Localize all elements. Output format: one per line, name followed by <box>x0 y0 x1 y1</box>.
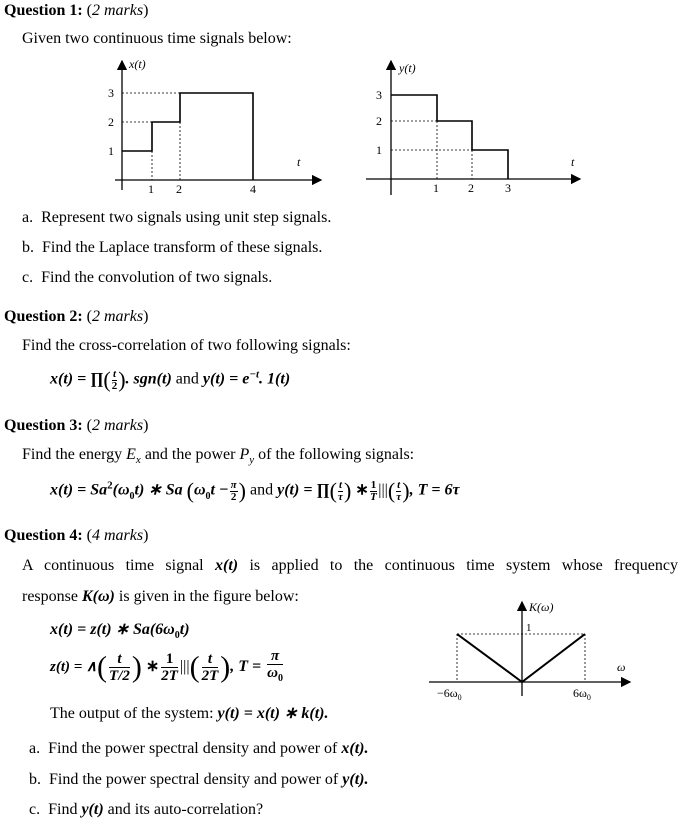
y-fig-step-curve <box>391 95 508 179</box>
q4-item-a: a. Find the power spectral density and power of x(t). <box>29 740 369 757</box>
y-fig-title: y(t) <box>399 61 416 75</box>
x-fig-xtick-4: 4 <box>250 182 256 196</box>
x-fig-t-label: t <box>297 155 301 169</box>
figure-x-signal <box>85 55 335 200</box>
k-fig-w-label: ω <box>617 660 626 674</box>
q2-marks: 2 marks <box>92 308 144 325</box>
figure-y-signal <box>362 55 592 200</box>
q3-prompt: Find the energy $E_x$ and the power $P_y$ of the following signals: <box>22 446 415 467</box>
q3-label: Question 3: <box>4 417 83 434</box>
q3-heading: Question 3: (2 marks) <box>4 417 149 434</box>
x-fig-ytick-1: 1 <box>108 144 114 158</box>
x-fig-title: x(t) <box>129 57 146 71</box>
q3-equation: $x(t) = Sa^2(\omega_0t)$ ∗ Sa ($\omega_0t$ − $\frac{\pi}{2}$ ) and y(t) = ∏( $\frac{t}{\tau}$ ) ∗ $\frac{1}{T}$ |||( $\frac{t}{\tau}$ ), T = 6τ <box>50 478 460 503</box>
k-fig-peak-label: 1 <box>526 622 532 634</box>
q2-prompt: Find the cross-correlation of two following signals: <box>22 337 351 354</box>
q4-equation-z: z(t) = ∧( $\frac{t}{T/2}$ ) ∗ $\frac{1}{2T}$ |||( $\frac{t}{2T}$ ), T = $\frac{\pi}{\omega_0}$ <box>50 648 283 684</box>
x-fig-step-curve <box>122 93 253 180</box>
q4-item-b: b. Find the power spectral density and power of y(t). <box>29 771 369 788</box>
y-fig-xtick-3: 3 <box>505 181 511 195</box>
y-fig-xtick-2: 2 <box>468 181 474 195</box>
q2-heading: Question 2: (2 marks) <box>4 308 149 325</box>
q4-item-c: c. Find y(t) and its auto-correlation? <box>29 801 264 818</box>
q4-heading: Question 4: (4 marks) <box>4 527 149 544</box>
q1-label: Question 1: <box>4 2 83 19</box>
x-fig-ytick-2: 2 <box>108 115 114 129</box>
figure-k-frequency-response <box>425 596 675 706</box>
y-fig-ytick-3: 3 <box>376 88 382 102</box>
q1-item-a: a. Represent two signals using unit step signals. <box>22 209 332 226</box>
q2-label: Question 2: <box>4 308 83 325</box>
q1-marks: 2 marks <box>92 2 144 19</box>
q4-marks: 4 marks <box>92 527 144 544</box>
x-fig-xtick-1: 1 <box>148 182 154 196</box>
k-fig-left-tick: $-6\omega_0$ <box>437 686 462 702</box>
q4-output-line: The output of the system: y(t) = x(t) ∗ k(t). <box>50 705 329 722</box>
q1-item-b: b. Find the Laplace transform of these signals. <box>22 239 323 256</box>
k-fig-right-tick: $6\omega_0$ <box>573 686 591 702</box>
q1-item-c: c. Find the convolution of two signals. <box>22 269 273 286</box>
q4-prompt-line2: response K(ω) is given in the figure below: <box>22 588 299 605</box>
x-fig-xtick-2: 2 <box>176 182 182 196</box>
y-fig-ytick-1: 1 <box>376 143 382 157</box>
q4-prompt-line1: A continuous time signal x(t) is applied to the continuous time system whose frequency <box>22 557 679 574</box>
q1-prompt: Given two continuous time signals below: <box>22 30 292 47</box>
q4-label: Question 4: <box>4 527 83 544</box>
y-fig-ytick-2: 2 <box>376 114 382 128</box>
y-fig-xtick-1: 1 <box>433 181 439 195</box>
k-fig-title: K(ω) <box>529 600 554 614</box>
q1-heading: Question 1: (2 marks) <box>4 2 149 19</box>
q3-marks: 2 marks <box>92 417 144 434</box>
k-fig-v-curve <box>457 634 585 682</box>
q4-equation-x: x(t) = z(t) ∗ $Sa(6\omega_0t)$ <box>50 621 190 642</box>
x-fig-ytick-3: 3 <box>108 86 114 100</box>
y-fig-t-label: t <box>571 155 575 169</box>
q2-equation: x(t) = ∏( $\frac{t}{2}$ ). sgn(t) and $y(t) = e^{-t}$. 1(t) <box>50 367 291 392</box>
